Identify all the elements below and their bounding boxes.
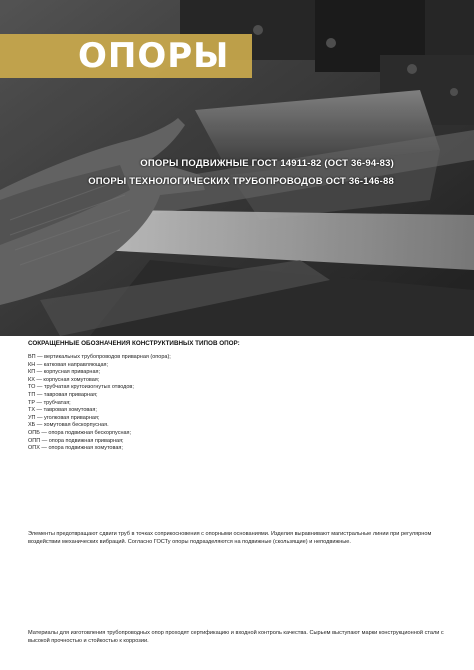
list-item: ХБ — хомутовая бескорпусная. [28,422,109,429]
list-item: ТР — трубчатая; [28,399,71,406]
list-item: ОПП — опора подвижная приварная; [28,437,124,444]
list-item: УП — уголковая приварная; [28,414,100,421]
list-item: ТП — тавровая приварная; [28,391,98,398]
subtitle-line-1: ОПОРЫ ПОДВИЖНЫЕ ГОСТ 14911-82 (ОСТ 36-94-83) [140,158,394,169]
list-item: ТХ — тавровая хомутовая; [28,407,97,414]
materials-paragraph: Материалы для изготовления трубопроводных опор проходят сертификацию и входной контроль качества. Сырьем выступают марки конструкционной стали с высокой прочностью и стойкостью к коррозии. [28,630,444,644]
subtitle-line-2: ОПОРЫ ТЕХНОЛОГИЧЕСКИХ ТРУБОПРОВОДОВ ОСТ 36-146-88 [88,176,394,187]
abbreviations-heading: СОКРАЩЕННЫЕ ОБОЗНАЧЕНИЯ КОНСТРУКТИВНЫХ ТИПОВ ОПОР: [28,340,240,347]
description-paragraph: Элементы предотвращают сдвиги труб в точках соприкосновения с опорными основаниями. Изделия выравнивают магистральные линии при регулярном воздействии механических вибраций. Согласно ГОСТу опоры подразделяются на подвижные (скользящие) и неподвижные. [28,531,432,545]
list-item: ОПБ — опора подвижная бескорпусная; [28,429,132,436]
list-item: ВП — вертикальных трубопроводов приварная (опора); [28,354,171,360]
list-item: ТО — трубчатая крутоизогнутых отводов; [28,384,134,391]
list-item: КН — катковая направляющая; [28,361,109,368]
list-item: ОПХ — опора подвижная хомутовая; [28,445,123,452]
abbreviations-list [28,354,171,453]
list-item: КП — корпусная приварная; [28,369,101,376]
page-title: ОПОРЫ [78,36,230,76]
list-item: КХ — корпусная хомутовая; [28,376,100,383]
